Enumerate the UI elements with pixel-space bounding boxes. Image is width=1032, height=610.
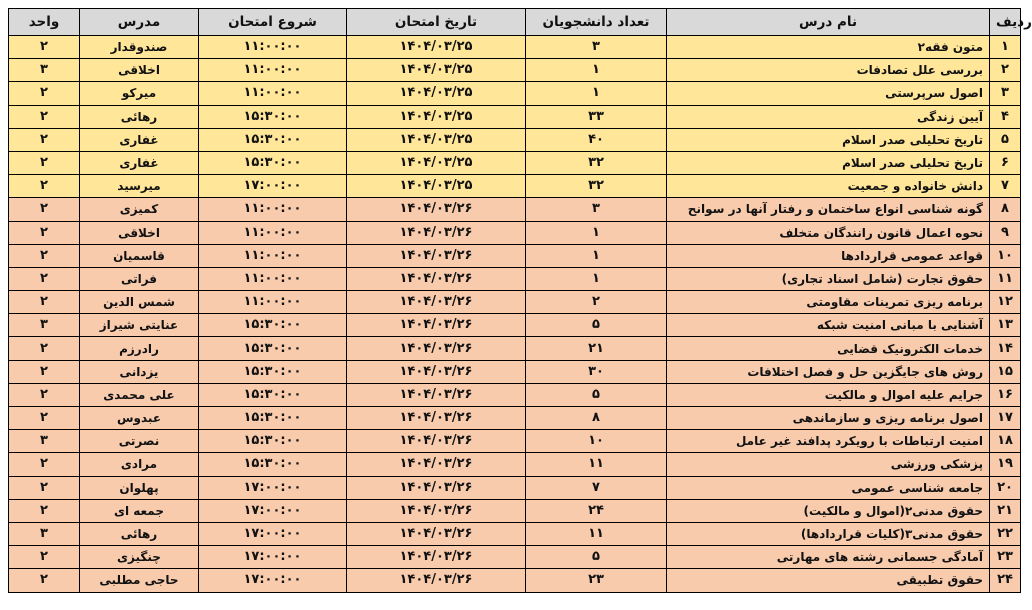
unit-cell: ۳: [9, 522, 80, 545]
exam-date-cell: ۱۴۰۴/۰۳/۲۵: [347, 82, 526, 105]
unit-cell: ۲: [9, 337, 80, 360]
row-number-cell: ۱۵: [990, 360, 1021, 383]
row-number-cell: ۱۴: [990, 337, 1021, 360]
exam-date-cell: ۱۴۰۴/۰۳/۲۵: [347, 59, 526, 82]
teacher-cell: رهائی: [80, 522, 199, 545]
unit-cell: ۲: [9, 82, 80, 105]
header-row: [9, 9, 1021, 36]
teacher-cell: رهائی: [80, 105, 199, 128]
student-count-cell: ۳: [526, 36, 667, 59]
course-name-cell: برنامه ریزی تمرینات مقاومتی: [667, 291, 990, 314]
table-row: [9, 360, 1021, 383]
table-row: [9, 105, 1021, 128]
exam-date-cell: ۱۴۰۴/۰۳/۲۵: [347, 128, 526, 151]
exam-schedule-table: [8, 8, 1032, 593]
course-name-cell: حقوق مدنی۲(اموال و مالکیت): [667, 499, 990, 522]
exam-date-cell: ۱۴۰۴/۰۳/۲۶: [347, 430, 526, 453]
row-number-cell: ۴: [990, 105, 1021, 128]
unit-cell: ۲: [9, 244, 80, 267]
table-row: [9, 546, 1021, 569]
course-name-cell: متون فقه۲: [667, 36, 990, 59]
exam-start-cell: ۱۵:۳۰:۰۰: [199, 360, 347, 383]
course-name-cell: نحوه اعمال قانون رانندگان متخلف: [667, 221, 990, 244]
teacher-cell: شمس الدین: [80, 291, 199, 314]
course-name-cell: حقوق مدنی۳(کلیات قراردادها): [667, 522, 990, 545]
exam-date-cell: ۱۴۰۴/۰۳/۲۵: [347, 175, 526, 198]
exam-start-cell: ۱۷:۰۰:۰۰: [199, 499, 347, 522]
unit-cell: ۲: [9, 198, 80, 221]
exam-start-cell: ۱۱:۰۰:۰۰: [199, 267, 347, 290]
exam-start-cell: ۱۱:۰۰:۰۰: [199, 198, 347, 221]
exam-start-cell: ۱۵:۳۰:۰۰: [199, 128, 347, 151]
exam-start-cell: ۱۵:۳۰:۰۰: [199, 407, 347, 430]
table-row: [9, 499, 1021, 522]
teacher-cell: فراتی: [80, 267, 199, 290]
teacher-cell: میرکو: [80, 82, 199, 105]
student-count-cell: ۴۰: [526, 128, 667, 151]
course-name-cell: امنیت ارتباطات با رویکرد پدافند غیر عامل: [667, 430, 990, 453]
course-name-cell: تاریخ تحلیلی صدر اسلام: [667, 128, 990, 151]
row-number-cell: ۲۳: [990, 546, 1021, 569]
course-name-cell: اصول برنامه ریزی و سازماندهی: [667, 407, 990, 430]
student-count-cell: ۷: [526, 476, 667, 499]
exam-start-cell: ۱۱:۰۰:۰۰: [199, 36, 347, 59]
exam-date-cell: ۱۴۰۴/۰۳/۲۵: [347, 36, 526, 59]
table-row: [9, 59, 1021, 82]
unit-cell: ۲: [9, 221, 80, 244]
exam-start-cell: ۱۷:۰۰:۰۰: [199, 175, 347, 198]
unit-cell: ۲: [9, 383, 80, 406]
exam-date-cell: ۱۴۰۴/۰۳/۲۵: [347, 105, 526, 128]
teacher-cell: علی محمدی: [80, 383, 199, 406]
exam-start-cell: ۱۷:۰۰:۰۰: [199, 522, 347, 545]
exam-date-cell: ۱۴۰۴/۰۳/۲۶: [347, 453, 526, 476]
student-count-cell: ۱: [526, 244, 667, 267]
teacher-cell: مرادی: [80, 453, 199, 476]
course-name-cell: اصول سرپرستی: [667, 82, 990, 105]
header-row-number: ردیف: [990, 9, 1021, 36]
unit-cell: ۲: [9, 105, 80, 128]
student-count-cell: ۱: [526, 267, 667, 290]
student-count-cell: ۵: [526, 546, 667, 569]
course-name-cell: دانش خانواده و جمعیت: [667, 175, 990, 198]
course-name-cell: آمادگی جسمانی رشته های مهارتی: [667, 546, 990, 569]
student-count-cell: ۲۳: [526, 569, 667, 592]
exam-start-cell: ۱۱:۰۰:۰۰: [199, 244, 347, 267]
row-number-cell: ۹: [990, 221, 1021, 244]
course-name-cell: آیین زندگی: [667, 105, 990, 128]
table-row: [9, 314, 1021, 337]
row-number-cell: ۲۲: [990, 522, 1021, 545]
course-name-cell: آشنایی با مبانی امنیت شبکه: [667, 314, 990, 337]
course-name-cell: حقوق تجارت (شامل اسناد تجاری): [667, 267, 990, 290]
course-name-cell: تاریخ تحلیلی صدر اسلام: [667, 151, 990, 174]
unit-cell: ۳: [9, 314, 80, 337]
student-count-cell: ۳۳: [526, 105, 667, 128]
unit-cell: ۲: [9, 546, 80, 569]
table-row: [9, 383, 1021, 406]
header-unit: واحد: [9, 9, 80, 36]
exam-date-cell: ۱۴۰۴/۰۳/۲۶: [347, 383, 526, 406]
course-name-cell: خدمات الکترونیک قضایی: [667, 337, 990, 360]
teacher-cell: اخلاقی: [80, 59, 199, 82]
teacher-cell: صندوقدار: [80, 36, 199, 59]
teacher-cell: رادرزم: [80, 337, 199, 360]
table-row: [9, 337, 1021, 360]
student-count-cell: ۱: [526, 59, 667, 82]
exam-start-cell: ۱۵:۳۰:۰۰: [199, 151, 347, 174]
exam-start-cell: ۱۵:۳۰:۰۰: [199, 453, 347, 476]
row-number-cell: ۲۰: [990, 476, 1021, 499]
teacher-cell: عنایتی شیراز: [80, 314, 199, 337]
teacher-cell: قاسمیان: [80, 244, 199, 267]
table-row: [9, 36, 1021, 59]
exam-date-cell: ۱۴۰۴/۰۳/۲۶: [347, 407, 526, 430]
row-number-cell: ۸: [990, 198, 1021, 221]
exam-start-cell: ۱۷:۰۰:۰۰: [199, 569, 347, 592]
unit-cell: ۲: [9, 360, 80, 383]
row-number-cell: ۱۶: [990, 383, 1021, 406]
student-count-cell: ۱۰: [526, 430, 667, 453]
row-number-cell: ۱۸: [990, 430, 1021, 453]
table-row: [9, 267, 1021, 290]
table-row: [9, 407, 1021, 430]
table-row: [9, 291, 1021, 314]
table-row: [9, 453, 1021, 476]
teacher-cell: عبدوس: [80, 407, 199, 430]
row-number-cell: ۱۳: [990, 314, 1021, 337]
header-exam-start: شروع امتحان: [199, 9, 347, 36]
table-row: [9, 128, 1021, 151]
row-number-cell: ۱: [990, 36, 1021, 59]
header-course-name: نام درس: [667, 9, 990, 36]
table-row: [9, 522, 1021, 545]
exam-start-cell: ۱۷:۰۰:۰۰: [199, 476, 347, 499]
row-number-cell: ۱۲: [990, 291, 1021, 314]
row-number-cell: ۷: [990, 175, 1021, 198]
table-row: [9, 221, 1021, 244]
course-name-cell: حقوق تطبیقی: [667, 569, 990, 592]
row-number-cell: ۱۱: [990, 267, 1021, 290]
unit-cell: ۲: [9, 151, 80, 174]
table-row: [9, 175, 1021, 198]
student-count-cell: ۳۲: [526, 175, 667, 198]
exam-date-cell: ۱۴۰۴/۰۳/۲۶: [347, 198, 526, 221]
unit-cell: ۲: [9, 476, 80, 499]
teacher-cell: پهلوان: [80, 476, 199, 499]
row-number-cell: ۲۴: [990, 569, 1021, 592]
row-number-cell: ۵: [990, 128, 1021, 151]
teacher-cell: نصرتی: [80, 430, 199, 453]
exam-start-cell: ۱۱:۰۰:۰۰: [199, 291, 347, 314]
student-count-cell: ۱۱: [526, 522, 667, 545]
teacher-cell: کمیزی: [80, 198, 199, 221]
student-count-cell: ۳۲: [526, 151, 667, 174]
student-count-cell: ۵: [526, 383, 667, 406]
unit-cell: ۲: [9, 453, 80, 476]
course-name-cell: پزشکی ورزشی: [667, 453, 990, 476]
teacher-cell: چنگیزی: [80, 546, 199, 569]
unit-cell: ۲: [9, 291, 80, 314]
student-count-cell: ۲۱: [526, 337, 667, 360]
exam-start-cell: ۱۵:۳۰:۰۰: [199, 383, 347, 406]
exam-start-cell: ۱۵:۳۰:۰۰: [199, 105, 347, 128]
teacher-cell: جمعه ای: [80, 499, 199, 522]
exam-date-cell: ۱۴۰۴/۰۳/۲۶: [347, 337, 526, 360]
table-row: [9, 569, 1021, 592]
header-exam-date: تاریخ امتحان: [347, 9, 526, 36]
exam-date-cell: ۱۴۰۴/۰۳/۲۶: [347, 267, 526, 290]
exam-start-cell: ۱۱:۰۰:۰۰: [199, 59, 347, 82]
teacher-cell: حاجی مطلبی: [80, 569, 199, 592]
unit-cell: ۲: [9, 128, 80, 151]
exam-date-cell: ۱۴۰۴/۰۳/۲۶: [347, 522, 526, 545]
student-count-cell: ۱: [526, 221, 667, 244]
header-teacher: مدرس: [80, 9, 199, 36]
teacher-cell: اخلاقی: [80, 221, 199, 244]
exam-start-cell: ۱۵:۳۰:۰۰: [199, 337, 347, 360]
course-name-cell: جامعه شناسی عمومی: [667, 476, 990, 499]
row-number-cell: ۱۷: [990, 407, 1021, 430]
exam-date-cell: ۱۴۰۴/۰۳/۲۶: [347, 221, 526, 244]
exam-date-cell: ۱۴۰۴/۰۳/۲۶: [347, 244, 526, 267]
exam-start-cell: ۱۱:۰۰:۰۰: [199, 82, 347, 105]
table-row: [9, 151, 1021, 174]
exam-date-cell: ۱۴۰۴/۰۳/۲۶: [347, 360, 526, 383]
course-name-cell: روش های جایگزین حل و فصل اختلافات: [667, 360, 990, 383]
table-row: [9, 82, 1021, 105]
unit-cell: ۲: [9, 407, 80, 430]
table-row: [9, 476, 1021, 499]
exam-date-cell: ۱۴۰۴/۰۳/۲۵: [347, 151, 526, 174]
table-row: [9, 430, 1021, 453]
table-row: [9, 198, 1021, 221]
student-count-cell: ۲۴: [526, 499, 667, 522]
teacher-cell: غفاری: [80, 128, 199, 151]
course-name-cell: گونه شناسی انواع ساختمان و رفتار آنها در سوانح: [667, 198, 990, 221]
student-count-cell: ۱۱: [526, 453, 667, 476]
student-count-cell: ۱: [526, 82, 667, 105]
student-count-cell: ۳: [526, 198, 667, 221]
unit-cell: ۳: [9, 430, 80, 453]
exam-date-cell: ۱۴۰۴/۰۳/۲۶: [347, 291, 526, 314]
exam-date-cell: ۱۴۰۴/۰۳/۲۶: [347, 546, 526, 569]
table-row: [9, 244, 1021, 267]
row-number-cell: ۲۱: [990, 499, 1021, 522]
unit-cell: ۳: [9, 59, 80, 82]
course-name-cell: قواعد عمومی قراردادها: [667, 244, 990, 267]
unit-cell: ۲: [9, 569, 80, 592]
row-number-cell: ۶: [990, 151, 1021, 174]
teacher-cell: یزدانی: [80, 360, 199, 383]
unit-cell: ۲: [9, 36, 80, 59]
exam-start-cell: ۱۵:۳۰:۰۰: [199, 314, 347, 337]
student-count-cell: ۲: [526, 291, 667, 314]
exam-date-cell: ۱۴۰۴/۰۳/۲۶: [347, 314, 526, 337]
row-number-cell: ۱۰: [990, 244, 1021, 267]
exam-date-cell: ۱۴۰۴/۰۳/۲۶: [347, 476, 526, 499]
course-name-cell: جرایم علیه اموال و مالکیت: [667, 383, 990, 406]
row-number-cell: ۲: [990, 59, 1021, 82]
unit-cell: ۲: [9, 267, 80, 290]
row-number-cell: ۳: [990, 82, 1021, 105]
exam-date-cell: ۱۴۰۴/۰۳/۲۶: [347, 499, 526, 522]
teacher-cell: غفاری: [80, 151, 199, 174]
row-number-cell: ۱۹: [990, 453, 1021, 476]
course-name-cell: بررسی علل تصادفات: [667, 59, 990, 82]
student-count-cell: ۳۰: [526, 360, 667, 383]
exam-start-cell: ۱۷:۰۰:۰۰: [199, 546, 347, 569]
exam-start-cell: ۱۱:۰۰:۰۰: [199, 221, 347, 244]
student-count-cell: ۸: [526, 407, 667, 430]
teacher-cell: میرسید: [80, 175, 199, 198]
header-student-count: تعداد دانشجویان: [526, 9, 667, 36]
exam-start-cell: ۱۵:۳۰:۰۰: [199, 430, 347, 453]
exam-date-cell: ۱۴۰۴/۰۳/۲۶: [347, 569, 526, 592]
unit-cell: ۲: [9, 175, 80, 198]
student-count-cell: ۵: [526, 314, 667, 337]
unit-cell: ۲: [9, 499, 80, 522]
